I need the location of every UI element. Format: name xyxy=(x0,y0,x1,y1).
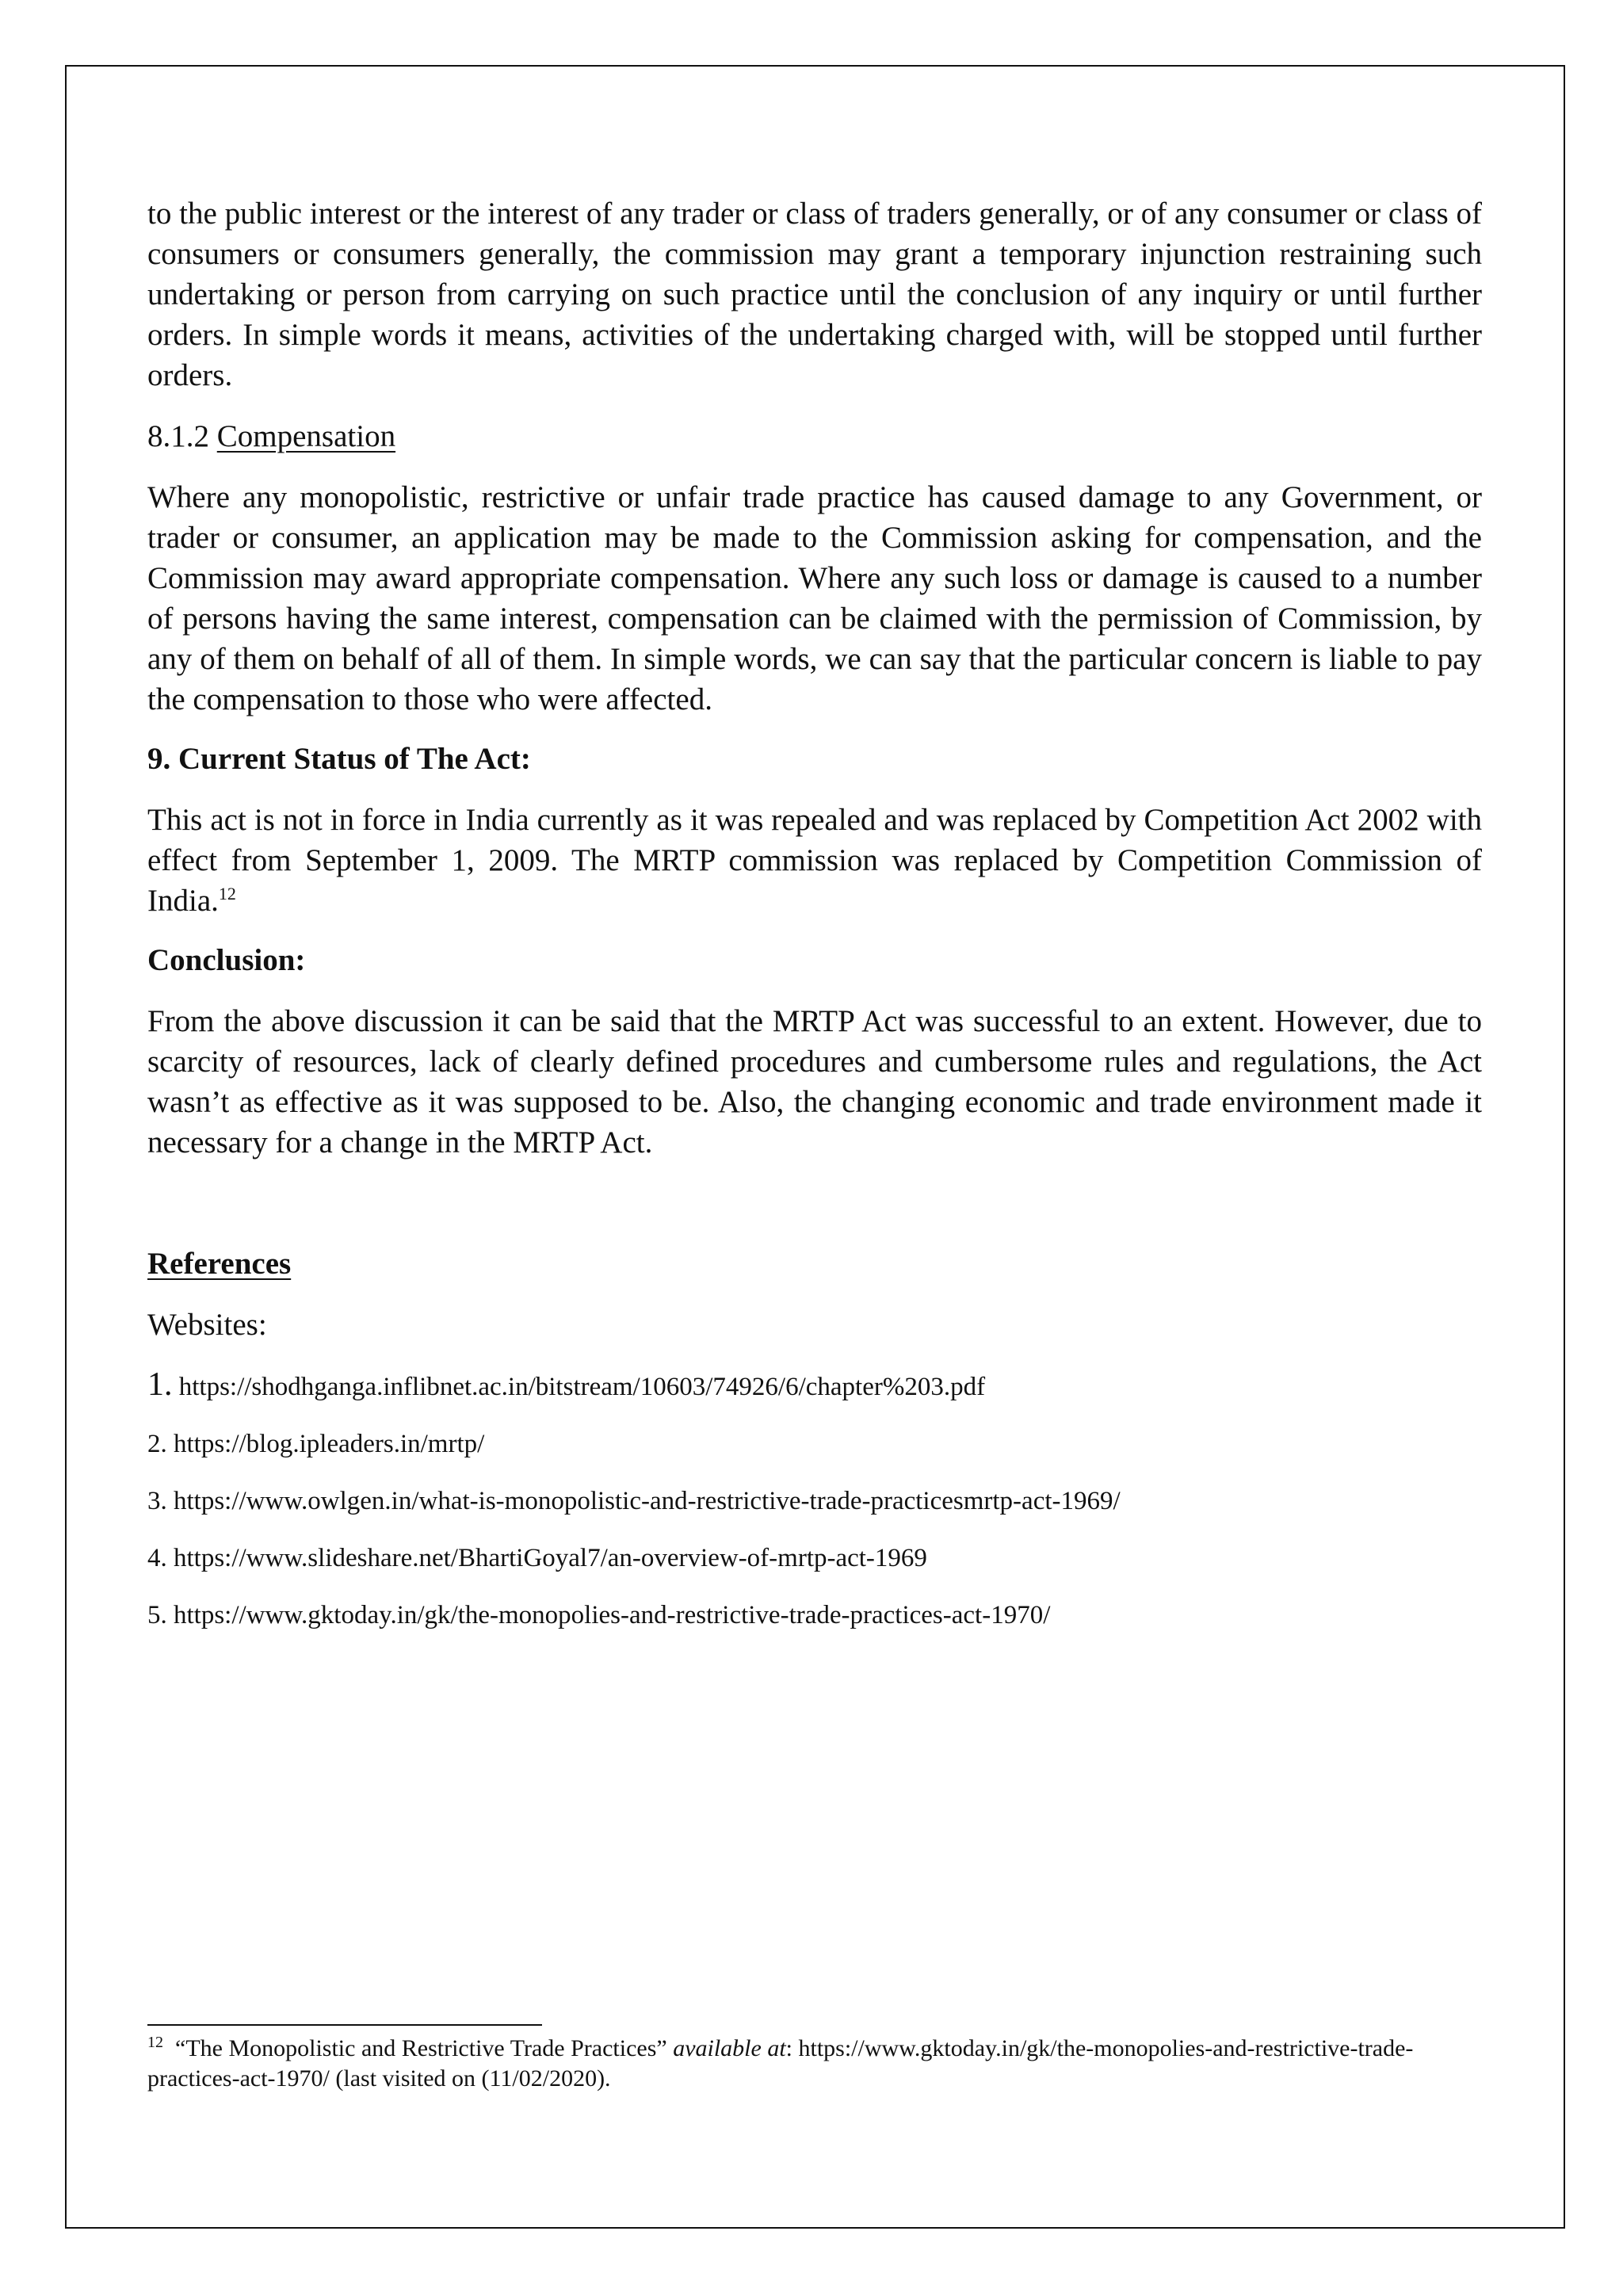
paragraph-compensation: Where any monopolistic, restrictive or unfair trade practice has caused damage to any Government, or trader or consumer, an application may be made to the Commission asking for compensation, and the Commission may award appropriate compensation. Where any such loss or damage is caused to a number of persons having the same interest, compensation can be claimed with the permission of Commission, by any of them on behalf of all of them. In simple words, we can say that the particular concern is liable to pay the compensation to those who were affected. xyxy=(147,480,1482,716)
footnote-quote: “The Monopolistic and Restrictive Trade Practices” xyxy=(175,2035,667,2061)
websites-label: Websites: xyxy=(147,1308,267,1342)
paragraph-injunction: to the public interest or the interest of any trader or class of traders generally, or of any consumer or class of consumers or consumers generally, the commission may grant a temporary injunction restraining such undertaking or person from carrying on such practice until the conclusion of any inquiry or until further orders. In simple words it means, activities of the undertaking charged with, will be stopped until further orders. xyxy=(147,197,1482,392)
section-number: 8.1.2 xyxy=(147,419,209,453)
page-content xyxy=(147,193,1482,1633)
section-8-1-2-heading xyxy=(147,416,1482,457)
footnote-number: 12 xyxy=(147,2034,163,2051)
reference-number: 2. xyxy=(147,1430,167,1458)
paragraph-conclusion: From the above discussion it can be said that the MRTP Act was successful to an extent. However, due to scarcity of resources, lack of clearly defined procedures and cumbersome rules and regulations, the Act wasn’t as effective as it was supposed to be. Also, the changing economic and trade environment made it necessary for a change in the MRTP Act. xyxy=(147,1004,1482,1159)
references-heading: References xyxy=(147,1247,292,1281)
reference-link[interactable]: https://blog.ipleaders.in/mrtp/ xyxy=(174,1430,485,1458)
footnote-available-at: available at xyxy=(673,2035,786,2061)
reference-number: 1. xyxy=(147,1366,173,1403)
reference-item xyxy=(147,1367,1482,1404)
footnote-ref[interactable]: 12 xyxy=(218,884,236,904)
reference-link[interactable]: https://www.gktoday.in/gk/the-monopolies-and-restrictive-trade-practices-act-1970/ xyxy=(174,1601,1051,1629)
paragraph-status xyxy=(147,800,1482,921)
reference-link[interactable]: https://www.owlgen.in/what-is-monopolistic-and-restrictive-trade-practicesmrtp-act-1969/ xyxy=(174,1487,1121,1515)
reference-item xyxy=(147,1427,1482,1461)
reference-item xyxy=(147,1484,1482,1519)
reference-number: 5. xyxy=(147,1601,167,1629)
footnote-separator xyxy=(147,2024,542,2026)
reference-item xyxy=(147,1598,1482,1633)
conclusion-heading: Conclusion: xyxy=(147,943,306,977)
reference-number: 4. xyxy=(147,1544,167,1572)
reference-item xyxy=(147,1541,1482,1576)
section-title: Compensation xyxy=(216,419,396,453)
reference-link[interactable]: https://www.slideshare.net/BhartiGoyal7/an-overview-of-mrtp-act-1969 xyxy=(174,1544,927,1572)
footnote xyxy=(147,2034,1482,2094)
reference-number: 3. xyxy=(147,1487,167,1515)
section-9-heading: 9. Current Status of The Act: xyxy=(147,742,531,776)
paragraph-status-text: This act is not in force in India currently as it was repealed and was replaced by Competition Act 2002 with effect from September 1, 2009. The MRTP commission was replaced by Competition Commission of India. xyxy=(147,803,1482,918)
footnote-rest: : https://www.gktoday.in/gk/the-monopolies-and-restrictive-trade-practices-act-1970/ (last visited on (11/02/2020). xyxy=(147,2035,1414,2092)
reference-link[interactable]: https://shodhganga.inflibnet.ac.in/bitstream/10603/74926/6/chapter%203.pdf xyxy=(178,1373,986,1401)
